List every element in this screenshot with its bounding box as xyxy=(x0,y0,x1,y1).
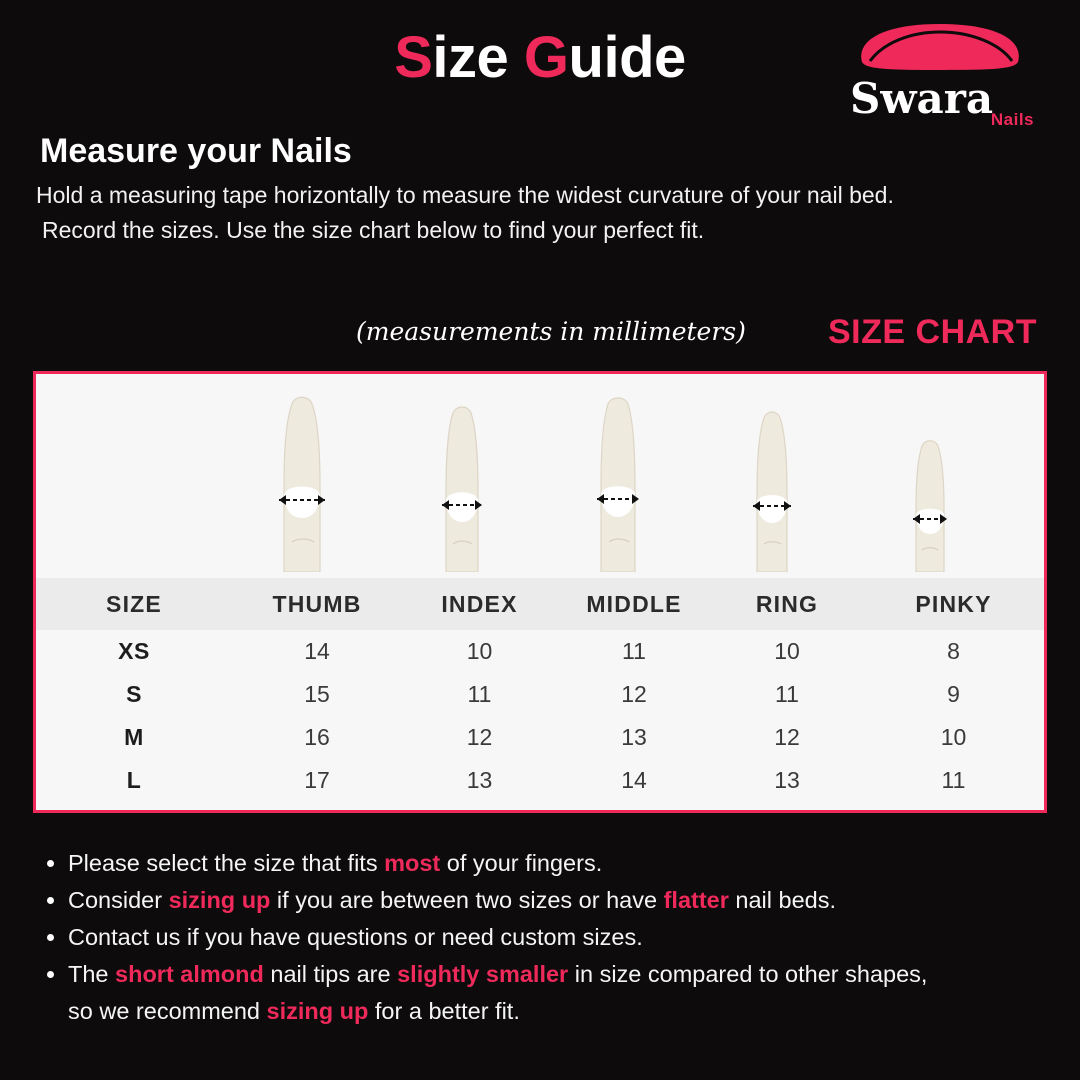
cell-middle: 12 xyxy=(621,681,647,707)
column-header-thumb: THUMB xyxy=(272,590,362,617)
bullet-icon xyxy=(47,897,54,904)
measure-heading: Measure your Nails xyxy=(40,132,352,170)
page-title-part-1: S xyxy=(394,25,433,90)
nail-ring-icon xyxy=(724,404,820,572)
page-title-part-3: G xyxy=(523,25,569,90)
table-row xyxy=(36,759,1044,802)
table-row xyxy=(36,673,1044,716)
table-row xyxy=(36,630,1044,673)
cell-thumb: 14 xyxy=(304,638,330,664)
cell-middle: 14 xyxy=(621,767,647,793)
note-text: The short almond nail tips are slightly smaller in size compared to other shapes, so we recommend sizing up for a better fit. xyxy=(68,961,928,1024)
cell-thumb: 17 xyxy=(304,767,330,793)
nail-thumb-icon xyxy=(254,390,350,572)
cell-thumb: 16 xyxy=(304,724,330,750)
nail-pinky-icon xyxy=(886,434,974,572)
cell-pinky: 8 xyxy=(947,638,960,664)
cell-ring: 11 xyxy=(775,681,799,707)
column-header-ring: RING xyxy=(755,590,819,617)
cell-index: 12 xyxy=(466,724,493,750)
cell-pinky: 9 xyxy=(947,681,960,707)
brand-subtitle: Nails xyxy=(990,110,1034,129)
measurement-unit-note: (measurements in millimeters) xyxy=(356,317,746,346)
table-row xyxy=(36,716,1044,759)
cell-middle: 13 xyxy=(621,724,647,750)
column-header-middle: MIDDLE xyxy=(586,590,682,617)
page-title-part-4: uide xyxy=(568,25,686,90)
cell-index: 11 xyxy=(467,681,492,707)
cell-middle: 11 xyxy=(622,638,646,664)
notes-list xyxy=(40,845,1045,1030)
nail-index-icon xyxy=(414,400,510,572)
measure-instruction-line-1: Hold a measuring tape horizontally to measure the widest curvature of your nail bed. xyxy=(36,182,894,208)
column-header-size: SIZE xyxy=(106,590,162,617)
list-item xyxy=(40,956,1045,1030)
cell-thumb: 15 xyxy=(304,681,330,707)
cell-ring: 13 xyxy=(774,767,800,793)
nail-middle-icon xyxy=(570,392,666,572)
cell-ring: 10 xyxy=(774,638,800,664)
cell-ring: 12 xyxy=(774,724,800,750)
cell-size: S xyxy=(126,681,142,707)
bullet-icon xyxy=(47,934,54,941)
column-header-pinky: PINKY xyxy=(915,590,992,617)
cell-pinky: 11 xyxy=(941,767,966,793)
note-text: Contact us if you have questions or need custom sizes. xyxy=(68,924,643,950)
cell-index: 13 xyxy=(466,767,493,793)
table-header-row xyxy=(36,578,1044,630)
nail-illustrations xyxy=(36,374,1044,578)
page-title-part-2: ize xyxy=(432,25,524,90)
cell-size: M xyxy=(124,724,144,750)
list-item xyxy=(40,919,1045,956)
bullet-icon xyxy=(47,860,54,867)
brand-name: Swara xyxy=(850,74,994,123)
cell-index: 10 xyxy=(466,638,493,664)
list-item xyxy=(40,845,1045,882)
size-chart-label: SIZE CHART xyxy=(828,313,1037,351)
cell-size: L xyxy=(126,767,142,793)
column-header-index: INDEX xyxy=(441,590,518,617)
size-chart-card xyxy=(33,371,1047,813)
list-item xyxy=(40,882,1045,919)
brand-logo xyxy=(840,22,1040,132)
measure-instruction-line-2: Record the sizes. Use the size chart below to find your perfect fit. xyxy=(42,217,705,243)
nail-swoosh-icon xyxy=(854,22,1026,72)
note-text: Consider sizing up if you are between two sizes or have flatter nail beds. xyxy=(68,887,837,913)
bullet-icon xyxy=(47,971,54,978)
note-text: Please select the size that fits most of your fingers. xyxy=(68,850,603,876)
cell-pinky: 10 xyxy=(940,724,967,750)
cell-size: XS xyxy=(118,638,150,664)
